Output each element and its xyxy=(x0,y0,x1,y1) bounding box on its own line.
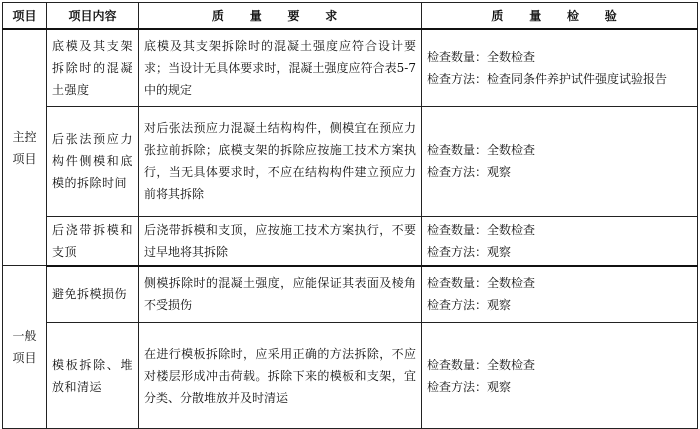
header-row xyxy=(3,3,698,30)
header-inspection: 质 量 检 验 xyxy=(422,3,698,30)
table-row xyxy=(3,266,698,323)
table-row xyxy=(3,323,698,429)
requirement-cell: 在进行模板拆除时，应采用正确的方法拆除，不应对楼层形成冲击荷载。拆除下来的模板和支架，宜分类、分散堆放并及时清运 xyxy=(139,323,422,429)
item-cell: 模板拆除、堆放和清运 xyxy=(47,323,139,429)
inspection-cell xyxy=(422,216,698,266)
category-main-control xyxy=(3,29,47,266)
table-row xyxy=(3,106,698,216)
category-label: 一般项目 xyxy=(12,329,37,365)
header-category: 项目 xyxy=(3,3,47,30)
check-method: 检查方法：检查同条件养护试件强度试验报告 xyxy=(427,71,668,86)
table-row xyxy=(3,29,698,106)
check-quantity: 检查数量：全数检查 xyxy=(427,222,536,237)
check-quantity: 检查数量：全数检查 xyxy=(427,357,536,372)
table-header xyxy=(3,3,698,30)
check-method: 检查方法：观察 xyxy=(427,379,512,394)
inspection-cell xyxy=(422,106,698,216)
check-method: 检查方法：观察 xyxy=(427,298,512,313)
category-general xyxy=(3,266,47,429)
item-cell: 底模及其支架拆除时的混凝土强度 xyxy=(47,29,139,106)
category-label: 主控项目 xyxy=(12,129,37,166)
inspection-cell xyxy=(422,266,698,323)
inspection-cell xyxy=(422,29,698,106)
requirement-cell: 底模及其支架拆除时的混凝土强度应符合设计要求；当设计无具体要求时，混凝土强度应符合表5-7中的规定 xyxy=(139,29,422,106)
check-method: 检查方法：观察 xyxy=(427,165,512,179)
requirement-cell: 后浇带拆模和支顶，应按施工技术方案执行，不要过早地将其拆除 xyxy=(139,216,422,266)
item-cell: 后张法预应力构件侧模和底模的拆除时间 xyxy=(47,106,139,216)
check-method: 检查方法：观察 xyxy=(427,244,512,259)
item-cell: 避免拆模损伤 xyxy=(47,266,139,323)
formwork-removal-inspection-table xyxy=(2,2,698,429)
requirement-cell: 侧模拆除时的混凝土强度，应能保证其表面及棱角不受损伤 xyxy=(139,266,422,323)
check-quantity: 检查数量：全数检查 xyxy=(427,49,536,64)
requirement-cell: 对后张法预应力混凝土结构构件，侧模宜在预应力张拉前拆除；底模支架的拆除应按施工技术方案执行，当无具体要求时，不应在结构构件建立预应力前将其拆除 xyxy=(139,106,422,216)
item-cell: 后浇带拆模和支顶 xyxy=(47,216,139,266)
check-quantity: 检查数量：全数检查 xyxy=(427,276,536,291)
header-requirement: 质 量 要 求 xyxy=(139,3,422,30)
check-quantity: 检查数量：全数检查 xyxy=(427,143,536,157)
header-item: 项目内容 xyxy=(47,3,139,30)
inspection-cell xyxy=(422,323,698,429)
table-row xyxy=(3,216,698,266)
table-body xyxy=(3,29,698,429)
